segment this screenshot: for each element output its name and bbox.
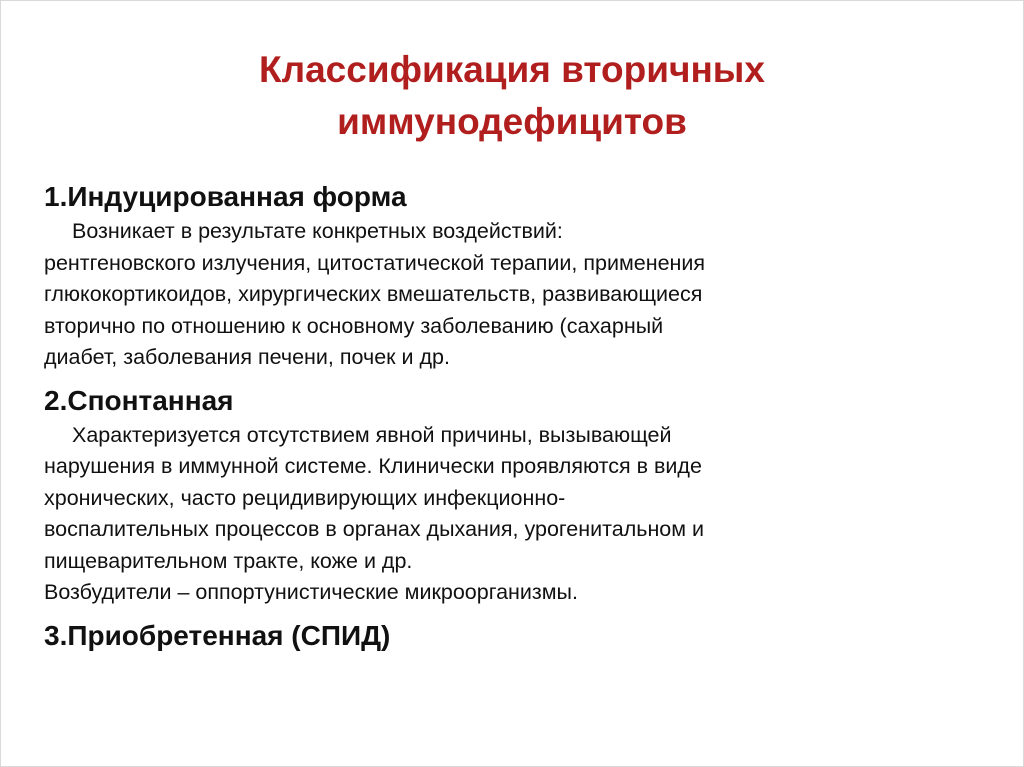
- slide-content: [44, 178, 1004, 655]
- section-spontaneous: [44, 382, 1004, 609]
- body-line: рентгеновского излучения, цитостатической терапии, применения: [44, 250, 706, 275]
- body-line: воспалительных процессов в органах дыхания, урогенитальном и: [44, 517, 705, 541]
- body-line: Возникает в результате конкретных воздействий:: [72, 219, 563, 243]
- body-line: Возбудители – оппортунистические микроорганизмы.: [44, 580, 578, 604]
- body-line: нарушения в иммунной системе. Клинически проявляются в виде: [44, 454, 702, 478]
- slide-title-line-1: Классификация вторичных: [259, 49, 765, 90]
- slide-title: [0, 44, 1024, 148]
- section-induced: [44, 178, 1004, 374]
- body-line: пищеварительном тракте, коже и др.: [44, 548, 413, 573]
- section-acquired: [44, 617, 1004, 655]
- body-line: диабет, заболевания печени, почек и др.: [44, 345, 450, 369]
- body-line: Характеризуется отсутствием явной причины, вызывающей: [72, 422, 672, 447]
- section-heading-spontaneous: 2.Спонтанная: [44, 384, 234, 416]
- section-heading-acquired: 3.Приобретенная (СПИД): [44, 619, 391, 651]
- section-body-induced: [44, 216, 1004, 374]
- slide-title-line-2: иммунодефицитов: [337, 101, 687, 142]
- body-line: хронических, часто рецидивирующих инфекционно-: [44, 485, 566, 510]
- section-body-spontaneous: [44, 420, 1004, 609]
- section-heading-induced: 1.Индуцированная форма: [44, 181, 407, 212]
- body-line: глюкокортикоидов, хирургических вмешательств, развивающиеся: [44, 282, 703, 306]
- body-line: вторично по отношению к основному заболеванию (сахарный: [44, 313, 664, 338]
